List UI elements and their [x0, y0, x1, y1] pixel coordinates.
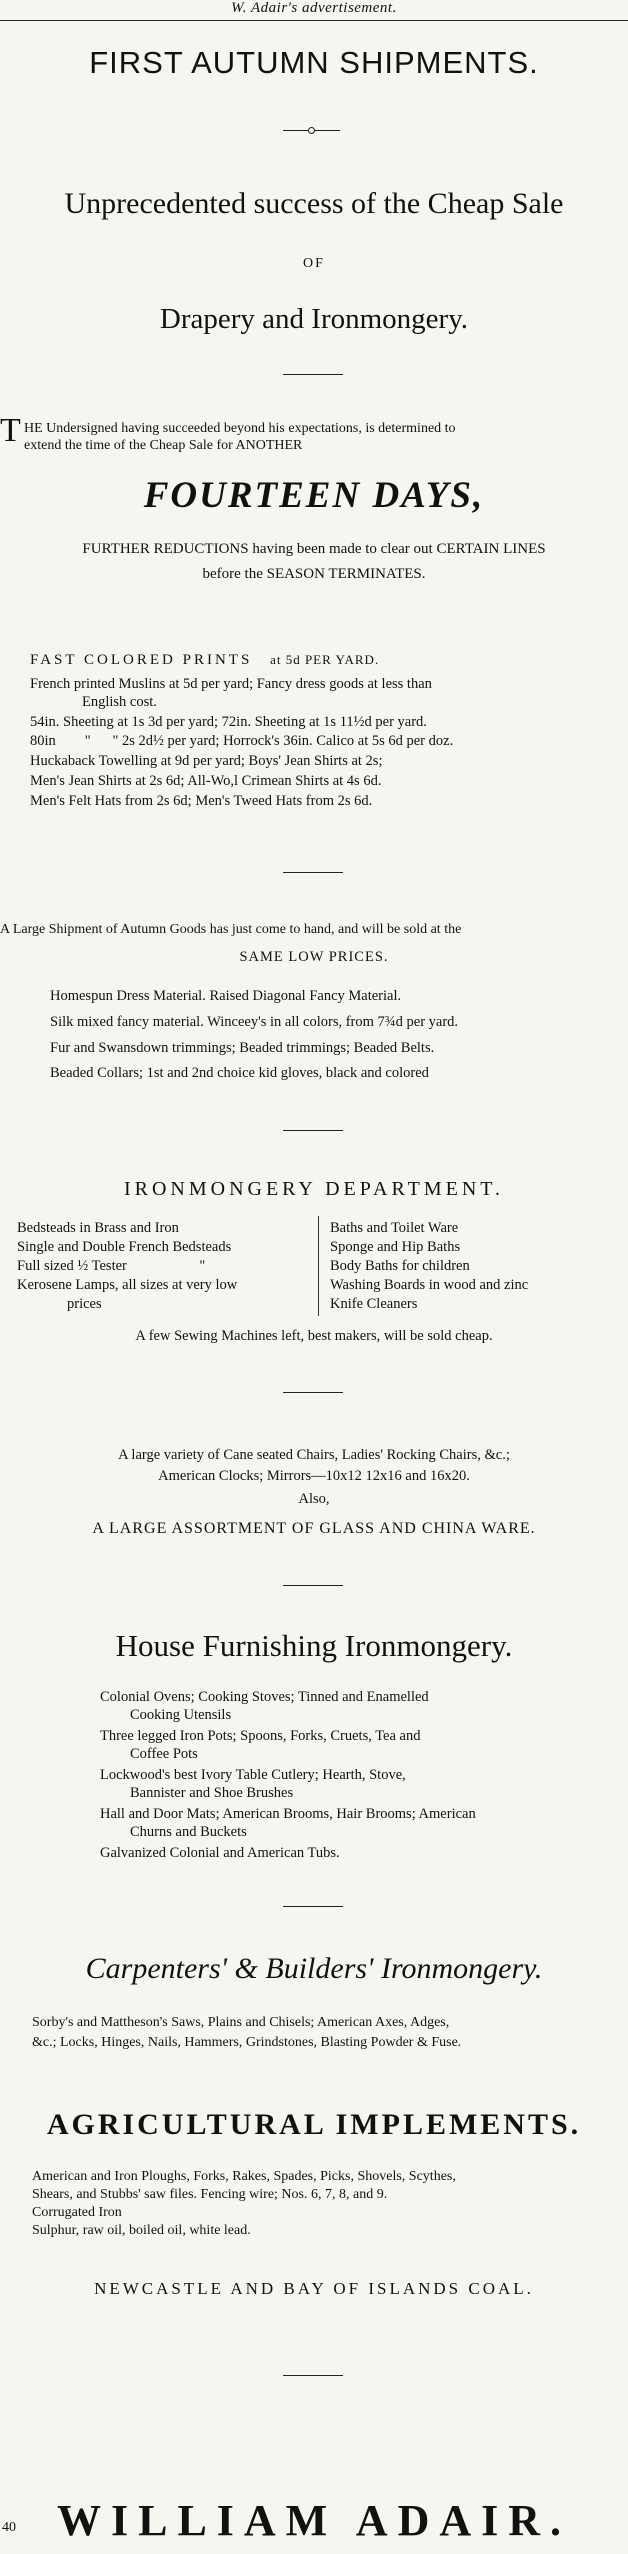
shipment-line-2: SAME LOW PRICES. — [239, 949, 389, 965]
header-rule — [0, 20, 628, 21]
headline: FIRST AUTUMN SHIPMENTS. — [89, 45, 539, 80]
ironmongery-left-item: Single and Double French Bedsteads — [17, 1239, 232, 1255]
house-line: Lockwood's best Ivory Table Cutlery; Hearth, Stove, — [100, 1767, 406, 1783]
ironmongery-right-item: Sponge and Hip Baths — [330, 1239, 461, 1255]
material-line: Beaded Collars; 1st and 2nd choice kid gloves, black and colored — [50, 1065, 429, 1081]
prints-heading-price: at 5d PER YARD. — [270, 652, 380, 667]
ironmongery-left-item: Bedsteads in Brass and Iron — [17, 1220, 179, 1236]
prints-line: English cost. — [82, 694, 157, 710]
house-line: Galvanized Colonial and American Tubs. — [100, 1845, 340, 1861]
carpenters-heading: Carpenters' & Builders' Ironmongery. — [85, 1952, 543, 1985]
carpenters-line-1: Sorby's and Mattheson's Saws, Plains and Chisels; American Axes, Adges, — [32, 2015, 450, 2030]
ornament-rule-right — [315, 130, 340, 131]
house-heading: House Furnishing Ironmongery. — [115, 1628, 513, 1663]
ironmongery-column-divider — [318, 1216, 319, 1316]
prints-line: 54in. Sheeting at 1s 3d per yard; 72in. Sheeting at 1s 11½d per yard. — [30, 714, 427, 730]
ornament-rule-left — [283, 130, 308, 131]
further-line-1: FURTHER REDUCTIONS having been made to clear out CERTAIN LINES — [82, 541, 546, 557]
house-line: Hall and Door Mats; American Brooms, Hair Brooms; American — [100, 1806, 476, 1822]
page-number: 40 — [2, 2520, 16, 2535]
agricultural-heading: AGRICULTURAL IMPLEMENTS. — [46, 2108, 582, 2141]
section-rule — [283, 1130, 343, 1131]
house-line: Three legged Iron Pots; Spoons, Forks, Cruets, Tea and — [100, 1728, 421, 1744]
house-line: Colonial Ovens; Cooking Stoves; Tinned and Enamelled — [100, 1689, 429, 1705]
ironmongery-left-item: Full sized ½ Tester " — [17, 1258, 206, 1274]
signature: WILLIAM ADAIR. — [56, 2496, 572, 2545]
also-line: Also, — [298, 1491, 330, 1507]
agricultural-line: Corrugated Iron — [32, 2205, 122, 2220]
prints-heading — [30, 651, 379, 669]
shipment-line-1: A Large Shipment of Autumn Goods has just come to hand, and will be sold at the — [0, 922, 462, 937]
house-line: Cooking Utensils — [130, 1707, 232, 1723]
success-line: Unprecedented success of the Cheap Sale — [64, 187, 564, 220]
prints-line: Huckaback Towelling at 9d per yard; Boys' Jean Shirts at 2s; — [30, 753, 383, 769]
prints-line: 80in " " 2s 2d½ per yard; Horrock's 36in. Calico at 5s 6d per doz. — [30, 733, 454, 749]
agricultural-line: American and Iron Ploughs, Forks, Rakes, Spades, Picks, Shovels, Scythes, — [32, 2169, 456, 2184]
ironmongery-heading: IRONMONGERY DEPARTMENT. — [123, 1178, 505, 1200]
ironmongery-left-item: Kerosene Lamps, all sizes at very low — [17, 1277, 238, 1293]
prints-line: French printed Muslins at 5d per yard; Fancy dress goods at less than — [30, 676, 432, 692]
house-line: Coffee Pots — [130, 1746, 198, 1762]
section-rule — [283, 872, 343, 873]
coal-line: NEWCASTLE AND BAY OF ISLANDS COAL. — [94, 2279, 534, 2298]
of-line: OF — [303, 256, 325, 271]
sewing-line: A few Sewing Machines left, best makers, will be sold cheap. — [135, 1328, 493, 1344]
ironmongery-right-item: Baths and Toilet Ware — [330, 1220, 459, 1236]
ironmongery-right-item: Body Baths for children — [330, 1258, 470, 1274]
material-line: Silk mixed fancy material. Winceey's in all colors, from 7¾d per yard. — [50, 1014, 459, 1030]
house-line: Churns and Buckets — [130, 1824, 247, 1840]
section-rule — [283, 1585, 343, 1586]
carpenters-line-2: &c.; Locks, Hinges, Nails, Hammers, Grindstones, Blasting Powder & Fuse. — [32, 2035, 462, 2050]
section-rule — [283, 2375, 343, 2376]
section-rule — [283, 1392, 343, 1393]
glass-line: A LARGE ASSORTMENT OF GLASS AND CHINA WARE. — [92, 1520, 536, 1537]
ornament-dot — [308, 127, 315, 134]
house-line: Bannister and Shoe Brushes — [130, 1785, 294, 1801]
intro-line-1: HE Undersigned having succeeded beyond his expectations, is determined to — [24, 421, 456, 436]
agricultural-line: Sulphur, raw oil, boiled oil, white lead. — [32, 2223, 251, 2238]
material-line: Fur and Swansdown trimmings; Beaded trimmings; Beaded Belts. — [50, 1040, 435, 1056]
agricultural-line: Shears, and Stubbs' saw files. Fencing wire; Nos. 6, 7, 8, and 9. — [32, 2187, 388, 2202]
fourteen-days: FOURTEEN DAYS, — [143, 475, 485, 516]
prints-line: Men's Felt Hats from 2s 6d; Men's Tweed Hats from 2s 6d. — [30, 793, 373, 809]
material-line: Homespun Dress Material. Raised Diagonal Fancy Material. — [50, 988, 402, 1004]
intro-dropcap: T — [0, 412, 21, 449]
drapery-line: Drapery and Ironmongery. — [159, 303, 469, 335]
prints-heading-title: FAST COLORED PRINTS — [30, 652, 253, 668]
section-rule — [283, 1906, 343, 1907]
further-line-2: before the SEASON TERMINATES. — [202, 566, 426, 582]
prints-line: Men's Jean Shirts at 2s 6d; All-Wo,l Crimean Shirts at 4s 6d. — [30, 773, 382, 789]
chairs-line-1: A large variety of Cane seated Chairs, Ladies' Rocking Chairs, &c.; — [118, 1447, 510, 1463]
ironmongery-right-item: Washing Boards in wood and zinc — [330, 1277, 529, 1293]
chairs-line-2: American Clocks; Mirrors—10x12 12x16 and 16x20. — [158, 1468, 470, 1484]
section-rule — [283, 374, 343, 375]
ironmongery-right-item: Knife Cleaners — [330, 1296, 418, 1312]
ironmongery-left-item: prices — [67, 1296, 102, 1312]
header-note: W. Adair's advertisement. — [231, 0, 397, 16]
intro-line-2: extend the time of the Cheap Sale for ANOTHER — [24, 438, 303, 453]
